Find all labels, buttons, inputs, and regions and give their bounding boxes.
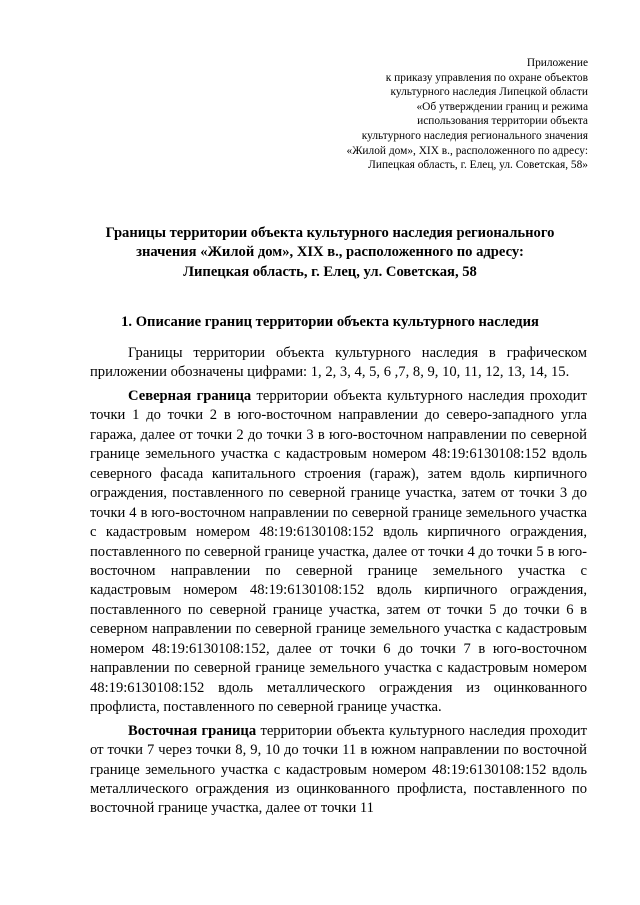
appendix-line: «Об утверждении границ и режима [416, 100, 588, 113]
title-line: Границы территории объекта культурного наследия регионального [105, 225, 555, 241]
title-line: значения «Жилой дом», XIX в., расположенного по адресу: [136, 244, 524, 261]
appendix-line: культурного наследия Липецкой области [390, 86, 588, 99]
appendix-note [258, 56, 588, 173]
section-heading: 1. Описание границ территории объекта культурного наследия [121, 314, 539, 330]
appendix-line: Липецкая область, г. Елец, ул. Советская, 58» [368, 159, 588, 172]
document-title [70, 224, 590, 282]
appendix-line: Приложение [526, 57, 588, 69]
east-boundary-paragraph [90, 722, 587, 819]
appendix-line: культурного наследия регионального значения [361, 129, 588, 142]
appendix-line: к приказу управления по охране объектов [385, 71, 588, 84]
intro-paragraph: Границы территории объекта культурного наследия в графическом приложении обозначены цифрами: 1, 2, 3, 4, 5, 6 ,7, 8, 9, 10, 11, 12, 13, 14, 15. [90, 345, 587, 381]
north-boundary-text: территории объекта культурного наследия проходит точки 1 до точки 2 в юго-восточном направлении до северо-западного угла гаража, далее от точки 2 до точки 3 в юго-восточном направлении по северной границе земельного участка с кадастровым номером 48:19:6130108:152 вдоль северного фасада капитального строения (гараж), затем вдоль кирпичного ограждения, поставленного по северной границе участка, затем от точки 3 до точки 4 в юго-восточном направлении по северной границе земельного участка с кадастровым номером 48:19:6130108:152 вдоль кирпичного ограждения, поставленного по северной границе участка, далее от точки 4 до точки 5 в юго-восточном направлении по северной границе земельного участка с кадастровым номером 48:19:6130108:152 вдоль кирпичного ограждения, поставленного по северной границе участка, затем от точки 5 до точки 6 в северном направлении по северной границе земельного участка с кадастровым номером 48:19:6130108:152, далее от точки 6 до точки 7 в юго-восточном направлении по северной границе земельного участка с кадастровым номером 48:19:6130108:152 вдоль металлического ограждения из оцинкованного профлиста, поставленного по северной границе участка. [90, 387, 587, 716]
appendix-line: «Жилой дом», XIX в., расположенного по адресу: [346, 144, 588, 157]
north-boundary-lead: Северная граница [128, 387, 252, 404]
document-body [90, 344, 587, 819]
appendix-line: использования территории объекта [417, 115, 588, 128]
north-boundary-paragraph [90, 387, 587, 718]
east-boundary-lead: Восточная граница [128, 722, 257, 739]
east-boundary-text: территории объекта культурного наследия проходит от точки 7 через точки 8, 9, 10 до точки 11 в южном направлении по восточной границе земельного участка с кадастровым номером 48:19:6130108:152 вдоль металлического ограждения из оцинкованного профлиста, поставленного по восточной границе участка, далее от точки 11 [90, 722, 587, 817]
title-line: Липецкая область, г. Елец, ул. Советская, 58 [183, 263, 477, 280]
